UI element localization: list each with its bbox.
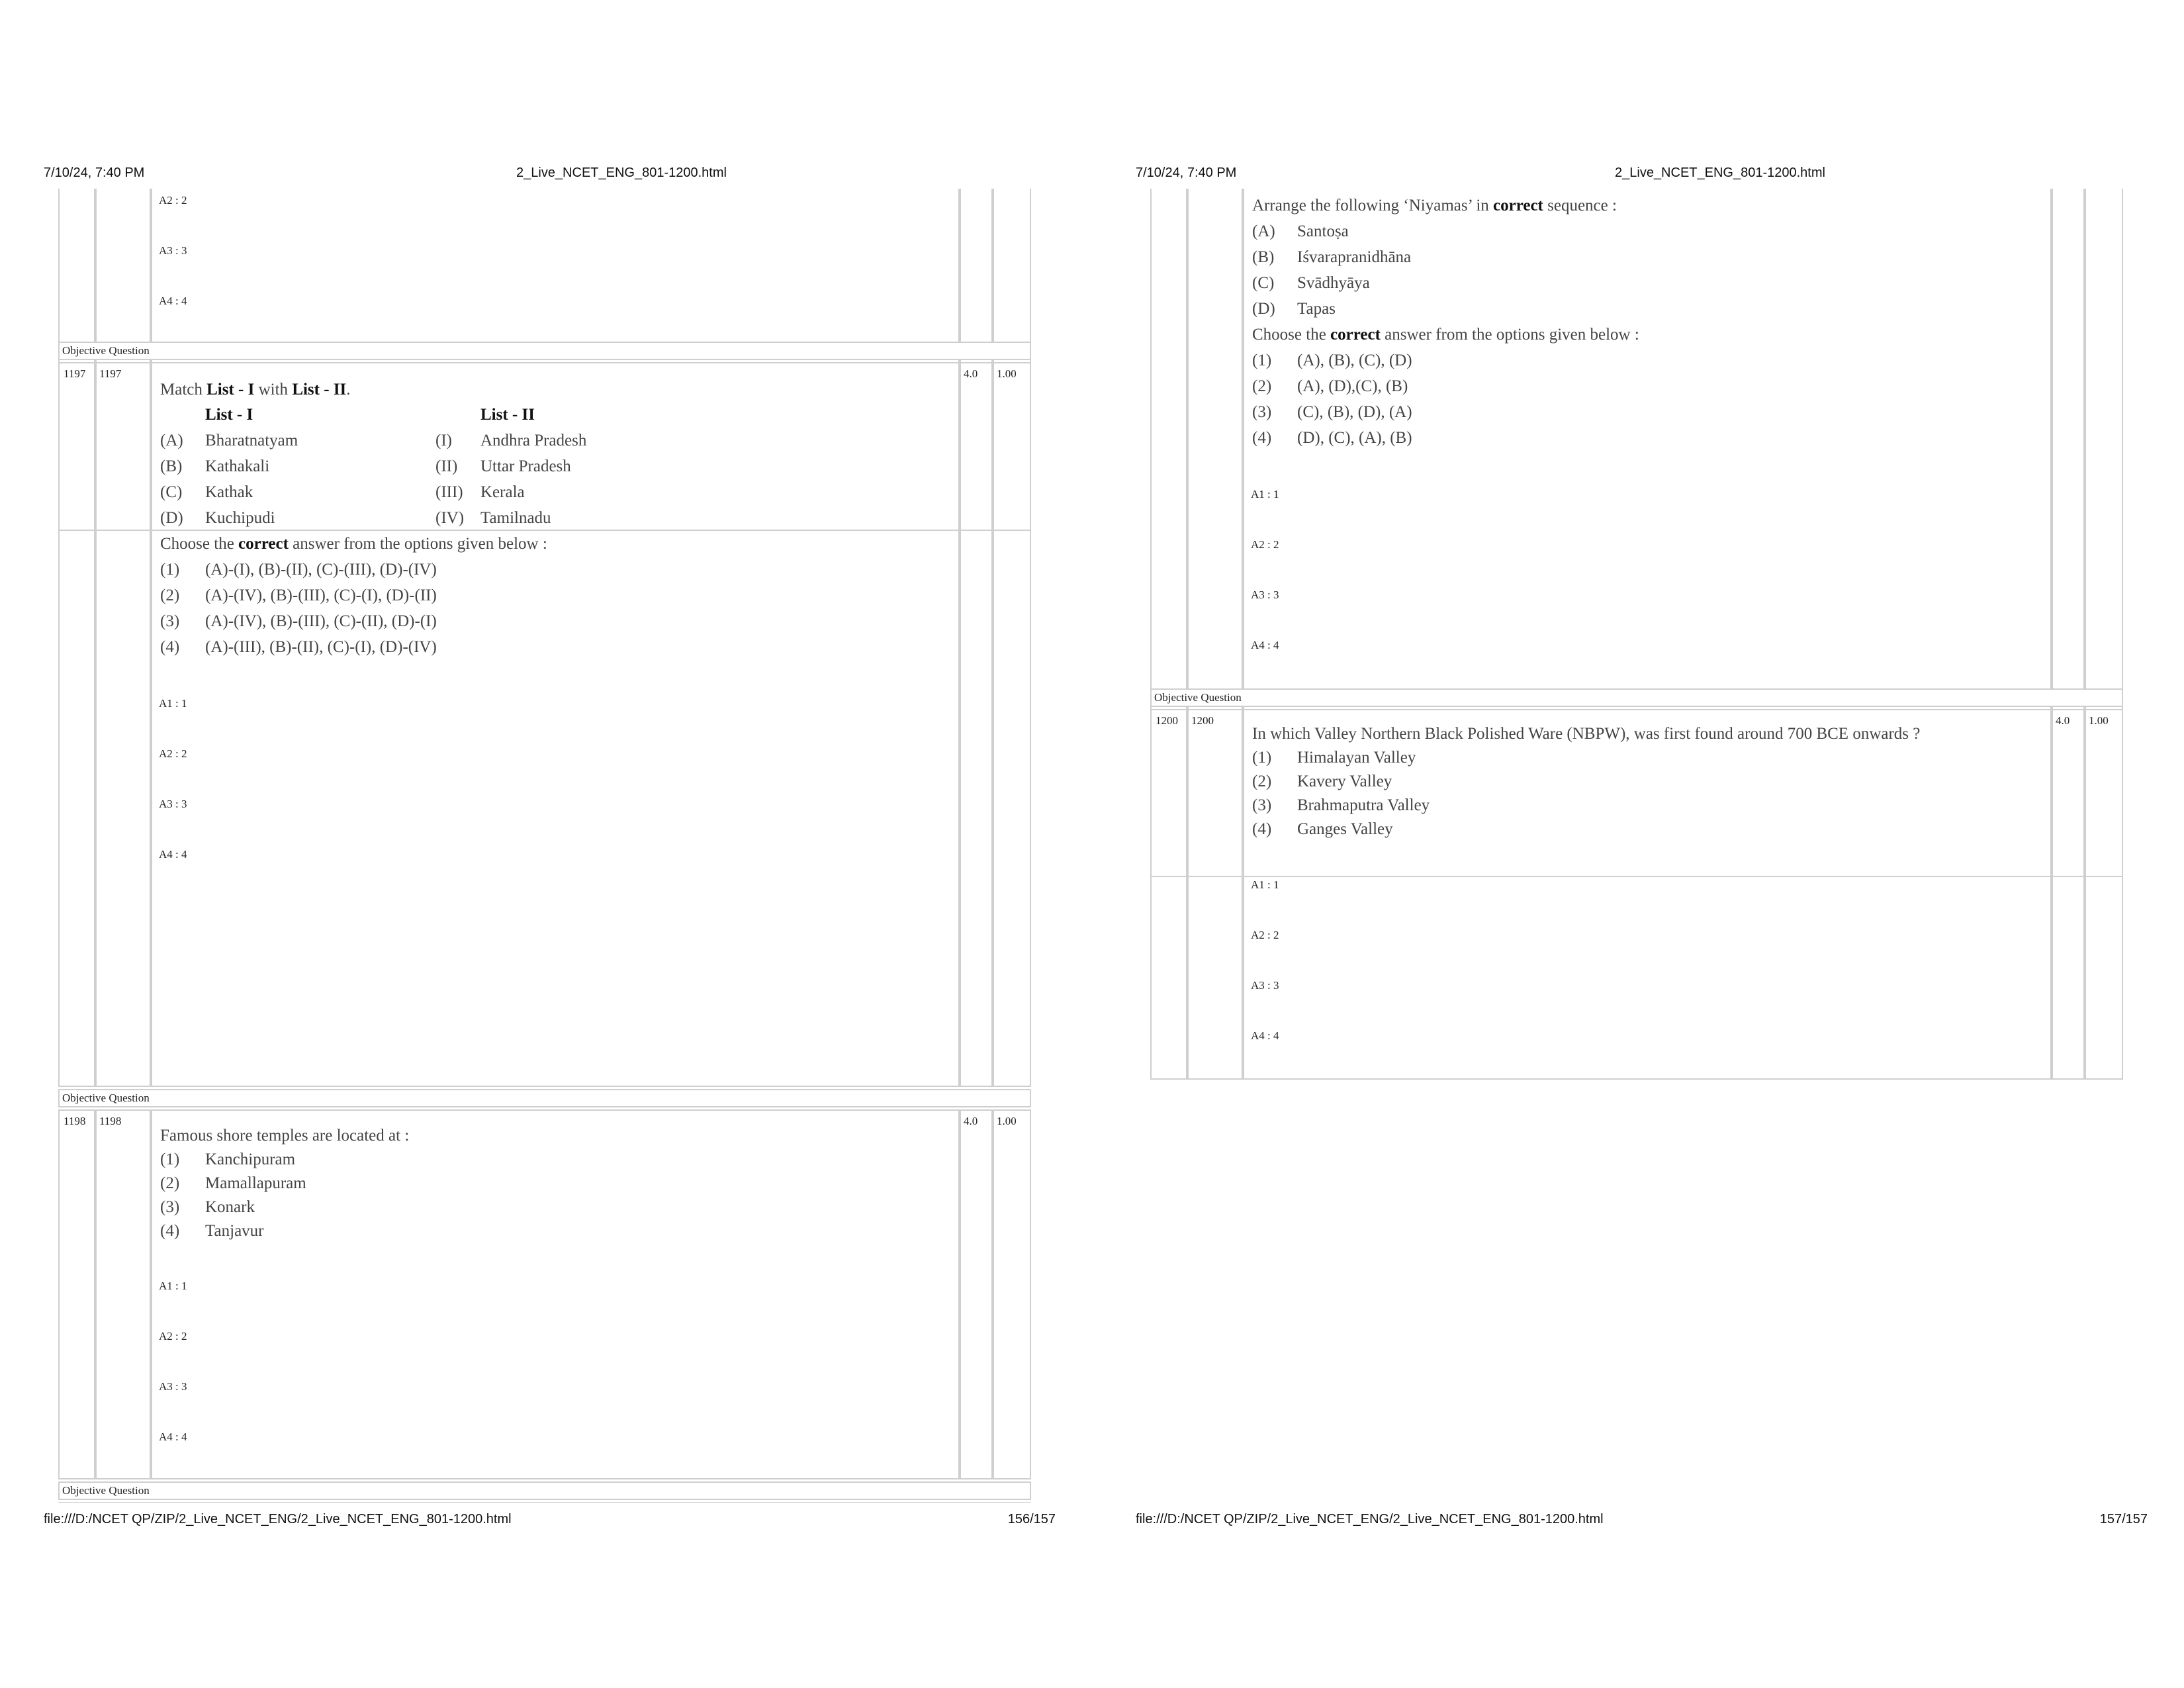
question-id: 1198 [99,1115,122,1127]
option-number: (4) [1252,820,1272,838]
answer-a3: A3 : 3 [159,244,187,257]
option-text: Mamallapuram [205,1174,306,1192]
answer-a2: A2 : 2 [159,194,187,207]
list-2-heading: List - II [480,406,535,424]
answer-a3: A3 : 3 [159,798,187,810]
question-marks: 4.0 [964,1115,978,1127]
answer-a1: A1 : 1 [159,1280,187,1292]
question-id: 1200 [1191,714,1214,727]
row-item-b: Kerala [480,483,525,501]
cell-marks [960,1109,993,1479]
section-label: Objective Question [58,342,1031,360]
question-negative-marks: 1.00 [997,1115,1017,1127]
option-number: (3) [160,612,180,630]
print-header-filename: 2_Live_NCET_ENG_801-1200.html [516,165,727,180]
item-text: Svādhyāya [1297,274,1370,292]
answer-a1: A1 : 1 [1251,878,1279,891]
option-number: (4) [160,638,180,656]
option-number: (1) [1252,749,1272,767]
option-number: (4) [1252,429,1272,447]
question-stem: Arrange the following ‘Niyamas’ in correct sequence : [1252,197,1617,214]
cell-qid [95,362,151,1087]
section-label: Objective Question [1150,688,2123,707]
cell-sno [58,1502,95,1503]
cell-negative [993,1502,1031,1503]
row-label: (A) [160,432,183,449]
question-negative-marks: 1.00 [2089,714,2109,727]
print-content-area [1092,189,2184,1503]
question-stem: Famous shore temples are located at : [160,1127,410,1145]
question-serial: 1197 [64,367,86,380]
answer-a4: A4 : 4 [159,295,187,307]
answer-a4: A4 : 4 [1251,639,1279,651]
question-marks: 4.0 [2056,714,2070,727]
option-text: (A), (B), (C), (D) [1297,352,1412,369]
cell-negative [993,1109,1031,1479]
option-text: Kavery Valley [1297,773,1392,790]
option-text: Kanchipuram [205,1150,296,1168]
answer-a3: A3 : 3 [1251,588,1279,601]
section-label: Objective Question [58,1089,1031,1107]
cell-negative [2085,709,2123,1080]
item-label: (C) [1252,274,1275,292]
option-text: (D), (C), (A), (B) [1297,429,1412,447]
print-header-filename: 2_Live_NCET_ENG_801-1200.html [1615,165,1825,180]
row-item-b: Uttar Pradesh [480,457,571,475]
question-id: 1197 [99,367,122,380]
option-number: (3) [1252,403,1272,421]
answer-a2: A2 : 2 [1251,538,1279,551]
answer-a4: A4 : 4 [1251,1029,1279,1042]
option-text: Konark [205,1198,255,1216]
choose-instruction: Choose the correct answer from the options given below : [1252,326,1639,344]
row-item-b: Tamilnadu [480,509,551,527]
cell-marks [960,362,993,1087]
cell-qid [95,1502,151,1503]
option-text: (A)-(I), (B)-(II), (C)-(III), (D)-(IV) [205,561,437,579]
row-item-a: Kathakali [205,457,270,475]
question-serial: 1200 [1156,714,1178,727]
row-item-a: Bharatnatyam [205,432,298,449]
option-text: (A)-(III), (B)-(II), (C)-(I), (D)-(IV) [205,638,437,656]
row-label: (B) [160,457,183,475]
row-item-b: Andhra Pradesh [480,432,587,449]
option-text: Ganges Valley [1297,820,1393,838]
cell-marks [2052,709,2085,1080]
option-text: (A), (D),(C), (B) [1297,377,1408,395]
option-number: (3) [160,1198,180,1216]
row-roman: (IV) [435,509,465,527]
answer-a3: A3 : 3 [159,1380,187,1393]
answer-a4: A4 : 4 [159,1430,187,1443]
row-label: (C) [160,483,183,501]
row-roman: (I) [435,432,452,449]
cell-sno [1150,709,1187,1080]
option-number: (2) [1252,773,1272,790]
option-number: (4) [160,1222,180,1240]
answer-a4: A4 : 4 [159,848,187,861]
option-text: (C), (B), (D), (A) [1297,403,1412,421]
answer-a1: A1 : 1 [1251,488,1279,500]
cell-qid [1187,709,1243,1080]
print-footer-path: file:///D:/NCET QP/ZIP/2_Live_NCET_ENG/2_Live_NCET_ENG_801-1200.html [44,1512,512,1526]
option-number: (2) [160,1174,180,1192]
option-text: Brahmaputra Valley [1297,796,1430,814]
row-label: (D) [160,509,183,527]
row-roman: (III) [435,483,463,501]
print-header-datetime: 7/10/24, 7:40 PM [44,165,145,180]
item-label: (D) [1252,300,1275,318]
row-roman: (II) [435,457,458,475]
option-number: (2) [160,586,180,604]
print-content-area [0,189,1092,1503]
option-number: (2) [1252,377,1272,395]
option-text: Himalayan Valley [1297,749,1416,767]
option-number: (1) [1252,352,1272,369]
print-footer-page-number: 156/157 [1007,1512,1056,1526]
cell-sno [58,362,95,1087]
print-footer-path: file:///D:/NCET QP/ZIP/2_Live_NCET_ENG/2_Live_NCET_ENG_801-1200.html [1136,1512,1604,1526]
cell-negative [993,362,1031,1087]
item-text: Tapas [1297,300,1336,318]
item-text: Iśvarapranidhāna [1297,248,1412,266]
cell-marks [960,1502,993,1503]
print-footer-page-number: 157/157 [2099,1512,2148,1526]
answer-a3: A3 : 3 [1251,979,1279,992]
question-stem: In which Valley Northern Black Polished Ware (NBPW), was first found around 700 BCE onwards ? [1252,725,1921,743]
option-text: (A)-(IV), (B)-(III), (C)-(I), (D)-(II) [205,586,437,604]
item-text: Santoṣa [1297,222,1349,240]
row-item-a: Kathak [205,483,253,501]
print-page-157 [1092,0,2184,1688]
cell-sno [58,1109,95,1479]
list-1-heading: List - I [205,406,253,424]
row-item-a: Kuchipudi [205,509,275,527]
option-number: (1) [160,1150,180,1168]
choose-instruction: Choose the correct answer from the options given below : [160,535,547,553]
answer-a2: A2 : 2 [1251,929,1279,941]
question-serial: 1198 [64,1115,86,1127]
answer-a1: A1 : 1 [159,697,187,710]
section-label: Objective Question [58,1481,1031,1500]
answer-a2: A2 : 2 [159,1330,187,1342]
option-number: (1) [160,561,180,579]
item-label: (A) [1252,222,1275,240]
cell-question [151,1502,960,1503]
question-stem: Match List - I with List - II. [160,381,351,399]
item-label: (B) [1252,248,1275,266]
option-text: Tanjavur [205,1222,264,1240]
answer-a2: A2 : 2 [159,747,187,760]
question-marks: 4.0 [964,367,978,380]
option-number: (3) [1252,796,1272,814]
option-text: (A)-(IV), (B)-(III), (C)-(II), (D)-(I) [205,612,437,630]
cell-qid [95,1109,151,1479]
print-header-datetime: 7/10/24, 7:40 PM [1136,165,1237,180]
question-negative-marks: 1.00 [997,367,1017,380]
